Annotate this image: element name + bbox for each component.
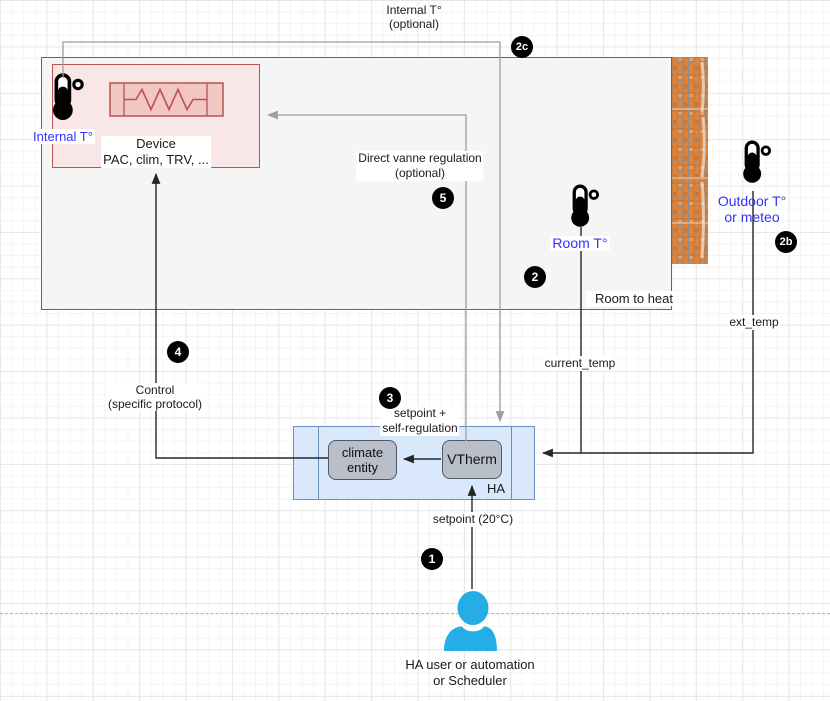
user-caption [403, 657, 536, 689]
internal-temp-optional-line2: (optional) [388, 17, 440, 31]
outdoor-temp-label-line1: Outdoor T° [717, 193, 787, 209]
page-separator-dashed-line [0, 613, 830, 614]
user-caption-line1: HA user or automation [405, 657, 535, 672]
step-badge-2b: 2b [775, 231, 797, 253]
setpoint-self-regulation-label [380, 406, 459, 436]
ha-box-inner-line-left [318, 427, 319, 499]
device-label-line1: Device [136, 136, 176, 151]
climate-entity-node [328, 440, 397, 480]
vanne-label-line2: (optional) [394, 166, 446, 180]
control-label-line2: (specific protocol) [107, 397, 203, 411]
outdoor-thermometer-icon [738, 140, 772, 184]
outdoor-temp-label-line2: or meteo [724, 209, 780, 225]
climate-entity-label-line2: entity [346, 460, 379, 475]
outdoor-temp-label [716, 193, 788, 225]
internal-temp-optional-label [384, 3, 443, 31]
step-badge-2: 2 [524, 266, 546, 288]
setpoint-reg-line2: self-regulation [382, 421, 458, 435]
step-badge-5: 5 [432, 187, 454, 209]
ha-box-inner-line-right [511, 427, 512, 499]
step-badge-3: 3 [379, 387, 401, 409]
step-badge-2c: 2c [511, 36, 533, 58]
device-label-line2: PAC, clim, TRV, ... [103, 152, 209, 167]
vanne-label-line1: Direct vanne regulation [358, 151, 482, 165]
ext-temp-label: ext_temp [729, 315, 779, 329]
step-badge-1: 1 [421, 548, 443, 570]
user-icon [442, 589, 499, 651]
room-to-heat-label: Room to heat [586, 291, 675, 306]
climate-entity-label-line1: climate [341, 445, 384, 460]
setpoint-value-label: setpoint (20°C) [432, 512, 514, 526]
device-label [101, 136, 211, 168]
current-temp-label: current_temp [544, 356, 616, 370]
control-label [106, 383, 204, 411]
control-label-line1: Control [135, 383, 175, 397]
vtherm-node [442, 440, 502, 479]
setpoint-reg-line1: setpoint + [393, 406, 447, 420]
user-caption-line2: or Scheduler [433, 673, 507, 688]
ha-label: HA [487, 481, 506, 496]
internal-temp-optional-line1: Internal T° [386, 3, 442, 17]
internal-thermometer-icon [47, 73, 85, 121]
heater-resistor-icon [109, 82, 224, 117]
internal-temp-label: Internal T° [33, 129, 93, 144]
step-badge-4: 4 [167, 341, 189, 363]
room-thermometer-icon [566, 184, 600, 228]
room-temp-label: Room T° [552, 235, 608, 251]
brick-wall [672, 57, 708, 264]
vtherm-label: VTherm [447, 451, 497, 467]
direct-vanne-regulation-label [356, 151, 483, 181]
